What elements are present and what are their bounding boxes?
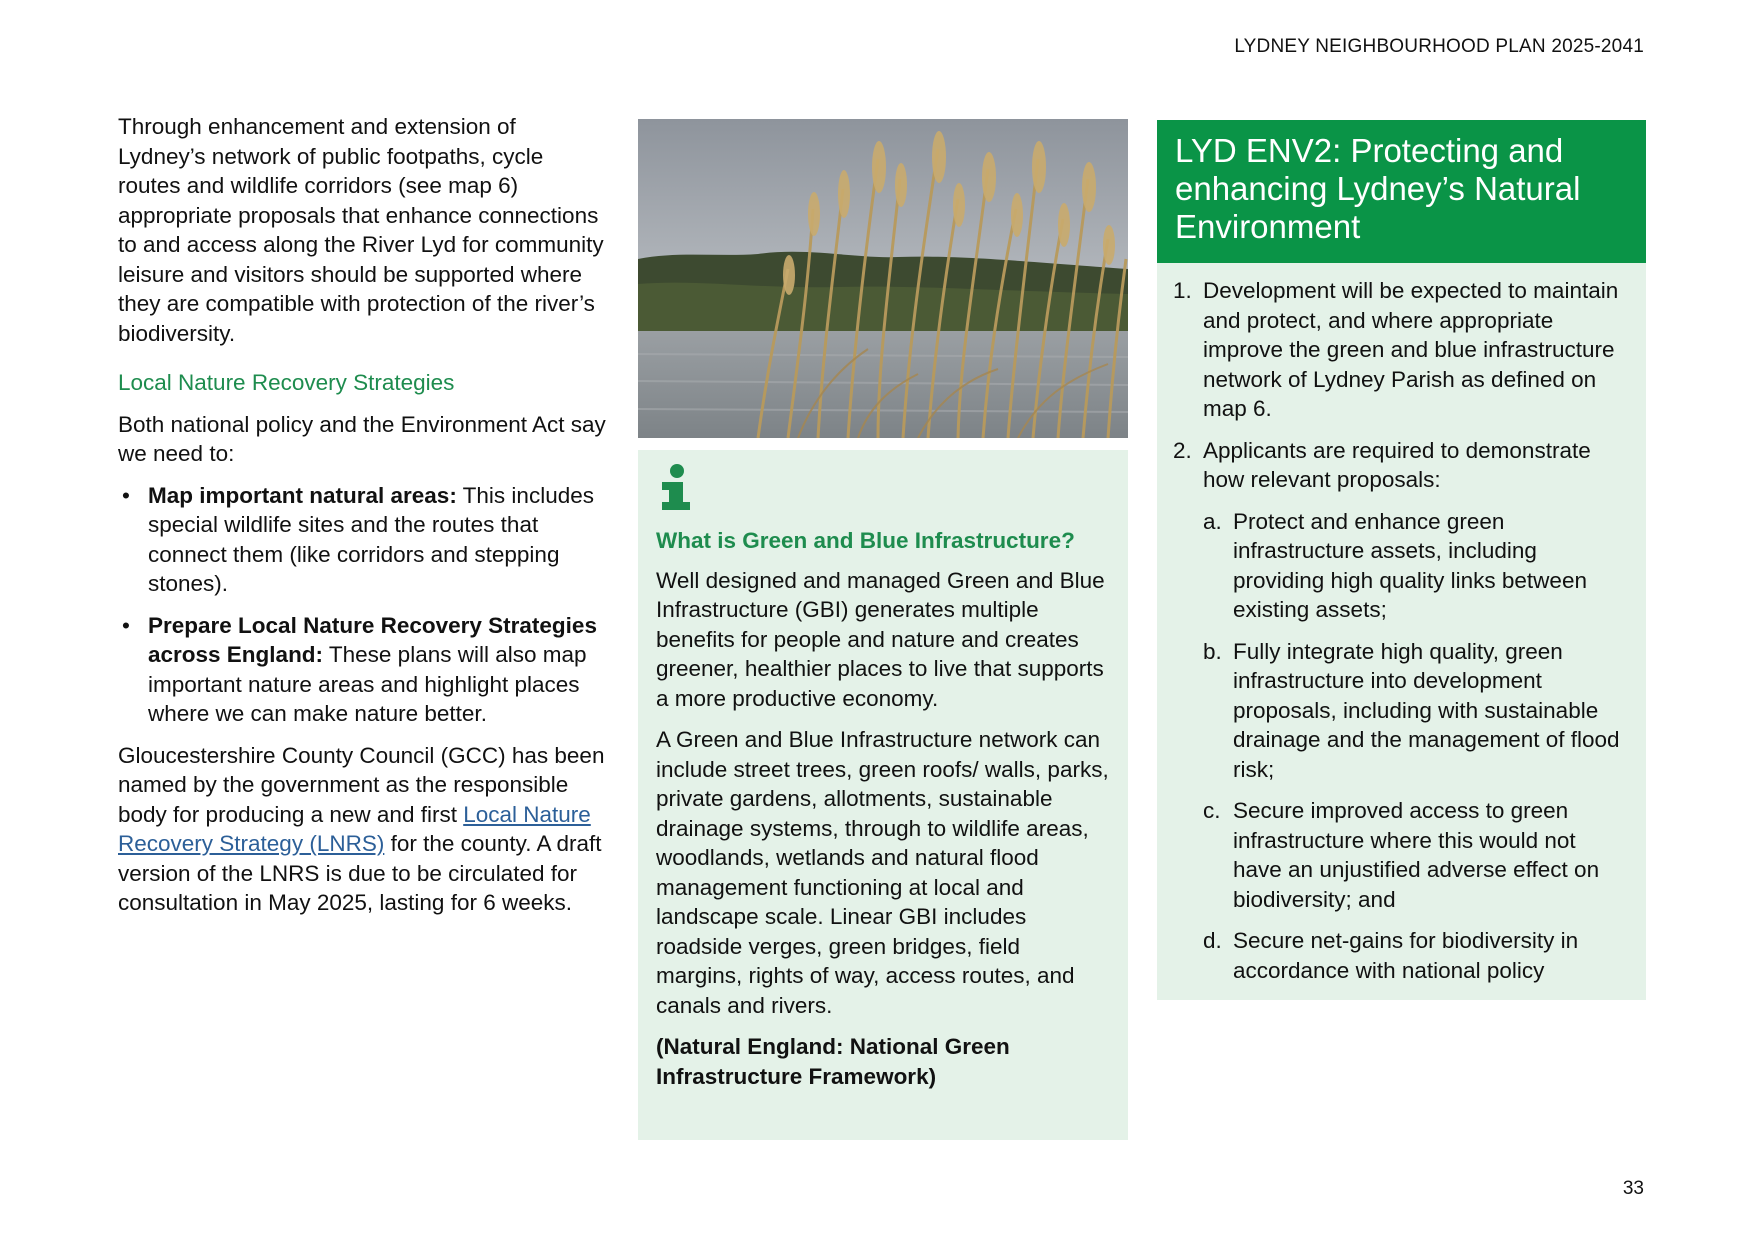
bullet-icon: • [122, 482, 130, 508]
list-item [118, 611, 608, 729]
subitem-marker: b. [1203, 638, 1222, 664]
policy-item [1173, 436, 1628, 986]
bullet-text: This includes special wildlife sites and the routes that connect them (like corridors and stepping stones). [148, 482, 594, 596]
info-source: (Natural England: National Green Infrastructure Framework) [656, 1034, 1010, 1089]
gcc-text-after: for the county. A draft version of the LNRS is due to be circulated for consultation in May 2025, lasting for 6 weeks. [118, 831, 602, 915]
section-subheading: Local Nature Recovery Strategies [118, 370, 455, 395]
gcc-text-before: Gloucestershire County Council (GCC) has been named by the government as the responsible body for producing a new and first [118, 742, 605, 827]
info-paragraph: A Green and Blue Infrastructure network can include street trees, green roofs/ walls, parks, private gardens, allotments, sustainable drainage systems, through to wildlife areas, woodlands, wetlands and natural flood management functioning at local and landscape scale. Linear GBI includes roadside verges, green bridges, field margins, rights of way, access routes, and canals and rivers. [656, 727, 1109, 1018]
policy-body [1157, 263, 1646, 1000]
item-text: Development will be expected to maintain and protect, and where appropriate improve the green and blue infrastructure network of Lydney Parish as defined on map 6. [1203, 278, 1619, 421]
subitem-marker: a. [1203, 508, 1222, 534]
subitem-text: Secure net-gains for biodiversity in accordance with national policy [1233, 928, 1579, 983]
lead-paragraph: Both national policy and the Environment Act say we need to: [118, 411, 606, 466]
info-paragraph: Well designed and managed Green and Blue Infrastructure (GBI) generates multiple benefits for people and nature and creates greener, healthier places to live that supports a more productive economy. [656, 567, 1105, 711]
policy-title: LYD ENV2: Protecting and enhancing Lydney’s Natural Environment [1157, 120, 1646, 263]
policy-subitem [1203, 637, 1628, 785]
page-number: 33 [1622, 1178, 1644, 1199]
subitem-marker: d. [1203, 928, 1222, 953]
info-icon [656, 464, 698, 510]
policy-item [1173, 276, 1628, 424]
left-column [118, 112, 608, 930]
subitem-marker: c. [1203, 798, 1221, 823]
subitem-text: Secure improved access to green infrastructure where this would not have an unjustified adverse effect on biodiversity; and [1233, 798, 1600, 912]
subitem-text: Protect and enhance green infrastructure assets, including providing high quality links between existing assets; [1233, 508, 1587, 622]
policy-subitem [1203, 796, 1628, 914]
reeds-photo [638, 119, 1128, 438]
policy-subitem [1203, 507, 1628, 625]
policy-sublist [1203, 507, 1628, 986]
info-box-title: What is Green and Blue Infrastructure? [656, 528, 1075, 553]
item-text: Applicants are required to demonstrate how relevant proposals: [1203, 437, 1591, 492]
bullet-icon: • [122, 612, 130, 638]
item-marker: 1. [1173, 278, 1192, 303]
intro-paragraph: Through enhancement and extension of Lydney’s network of public footpaths, cycle routes and wildlife corridors (see map 6) appropriate proposals that enhance connections to and access along the River Lyd for community leisure and visitors should be supported where they are compatible with protection of the river’s biodiversity. [118, 114, 604, 346]
bullet-bold: Map important natural areas: [148, 482, 457, 508]
policy-subitem [1203, 926, 1628, 985]
lnrs-link[interactable]: Local Nature Recovery Strategy (LNRS) [118, 801, 591, 856]
gbi-info-box [638, 450, 1128, 1140]
list-item [118, 481, 608, 599]
bullet-list [118, 481, 608, 729]
gcc-paragraph [118, 741, 608, 918]
item-marker: 2. [1173, 437, 1192, 463]
bullet-text: These plans will also map important nature areas and highlight places where we can make nature better. [148, 642, 587, 726]
running-header: LYDNEY NEIGHBOURHOOD PLAN 2025-2041 [1234, 36, 1644, 57]
subitem-text: Fully integrate high quality, green infrastructure into development proposals, including with sustainable drainage and the management of flood risk; [1233, 638, 1620, 782]
bullet-bold: Prepare Local Nature Recovery Strategies across England: [148, 612, 597, 667]
